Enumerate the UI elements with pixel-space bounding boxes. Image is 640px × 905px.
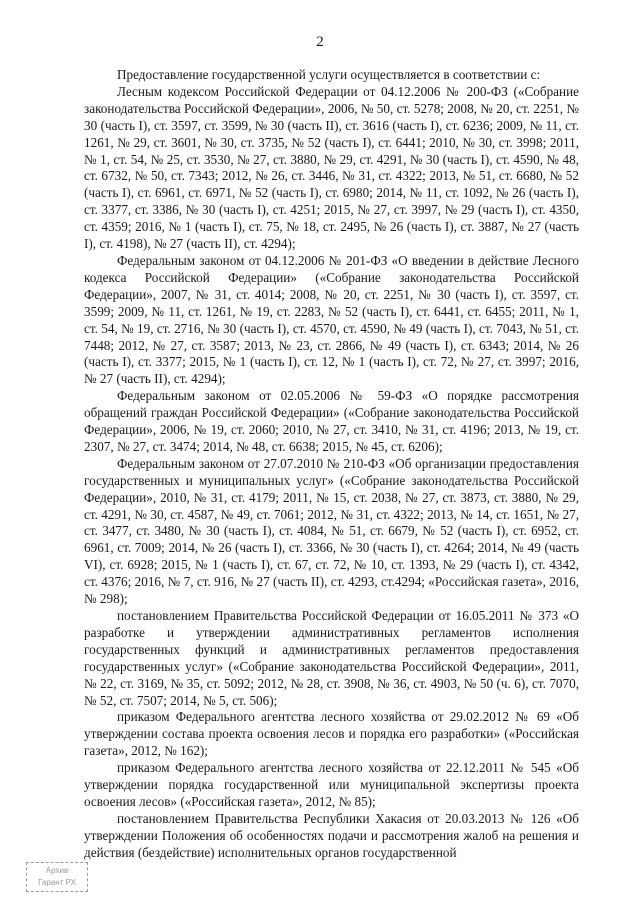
intro-paragraph: Предоставление государственной услуги осуществляется в соответствии с: [117,67,541,82]
law-59-fz-paragraph: Федеральным законом от 02.05.2006 № 59-ФЗ «О порядке рассмотрения обращений граждан Российской Федерации» («Собрание законодательства Российской Федерации», 2006, № 19, ст. 2060; 2010, № 27, ст. 3410, № 31, ст. 4196; 2013, № 19, ст. 2307, № 27, ст. 3474; 2014, № 48, ст. 6638; 2015, № 45, ст. 6206); [84,388,579,454]
order-69-paragraph: приказом Федерального агентства лесного хозяйства от 29.02.2012 № 69 «Об утверждении состава проекта освоения лесов и порядка его разработки» («Российская газета», 2012, № 162); [84,709,579,759]
stamp-line-1: Архив [45,866,69,875]
order-545-paragraph: приказом Федерального агентства лесного хозяйства от 22.12.2011 № 545 «Об утверждении порядка государственной или муниципальной экспертизы проекта освоения лесов» («Российская газета», 2012, № 85); [84,760,579,809]
law-201-fz-paragraph: Федеральным законом от 04.12.2006 № 201-ФЗ «О введении в действие Лесного кодекса Российской Федерации» («Собрание законодательства Российской Федерации», 2007, № 31, ст. 4014; 2008, № 20, ст. 2251, № 30 (часть I), ст. 3597, ст. 3599; 2009, № 11, ст. 1261, № 19, ст. 2283, № 52 (часть I), ст. 6441, ст. 6455; 2011, № 1, ст. 54, № 19, ст. 2716, № 30 (часть I), ст. 4570, ст. 4590, № 49 (часть I), ст. 7043, № 51, ст. 7448; 2012, № 27, ст. 3587; 2013, № 23, ст. 2866, № 49 (часть I), ст. 6343; 2014, № 26 (часть I), ст. 3377; 2015, № 1 (часть I), ст. 12, № 1 (часть I), ст. 72, № 27, ст. 3997; 2016, № 27 (часть II), ст. 4294); [84,252,579,387]
decree-126-paragraph: постановлением Правительства Республики Хакасия от 20.03.2013 № 126 «Об утверждении Положения об особенностях подачи и рассмотрения жалоб на решения и действия (бездействие) исполнительных органов государственной [84,810,579,860]
document-body [84,67,579,862]
page-number: 2 [316,34,324,50]
law-210-fz-paragraph: Федеральным законом от 27.07.2010 № 210-ФЗ «Об организации предоставления государственных и муниципальных услуг» («Собрание законодательства Российской Федерации», 2010, № 31, ст. 4179; 2011, № 15, ст. 2038, № 27, ст. 3873, ст. 3880, № 29, ст. 4291, № 30, ст. 4587, № 49, ст. 7061; 2012, № 31, ст. 4322; 2013, № 14, ст. 1651, № 27, ст. 3477, ст. 3480, № 30 (часть I), ст. 4084, № 51, ст. 6679, № 52 (часть I), ст. 6952, ст. 6961, ст. 7009; 2014, № 26 (часть I), ст. 3366, № 30 (часть I), ст. 4264; 2014, № 49 (часть VI), ст. 6928; 2015, № 1 (часть I), ст. 67, ст. 72, № 10, ст. 1393, № 29 (часть I), ст. 4342, ст. 4376; 2016, № 7, ст. 916, № 27 (часть II), ст. 4293, ст.4294; «Российская газета», 2016, № 298); [84,455,579,607]
archive-stamp [26,862,88,892]
stamp-line-2: Гарант РХ [38,878,76,887]
forest-code-paragraph: Лесным кодексом Российской Федерации от 04.12.2006 № 200-ФЗ («Собрание законодательства Российской Федерации», 2006, № 50, ст. 5278; 2008, № 20, ст. 2251, № 30 (часть I), ст. 3597, ст. 3599, № 30 (часть II), ст. 3616 (часть I), ст. 6236; 2009, № 11, ст. 1261, № 29, ст. 3601, № 30, ст. 3735, № 52 (часть I), ст. 6441; 2010, № 30, ст. 3998; 2011, № 1, ст. 54, № 25, ст. 3530, № 27, ст. 3880, № 29, ст. 4291, № 30 (часть I), ст. 4590, № 48, ст. 6732, № 50, ст. 7343; 2012, № 26, ст. 3446, № 31, ст. 4322; 2013, № 51, ст. 6680, № 52 (часть I), ст. 6961, ст. 6971, № 52 (часть I), ст. 6980; 2014, № 11, ст. 1092, № 26 (часть I), ст. 3377, ст. 3386, № 30 (часть I), ст. 4251; 2015, № 27, ст. 3997, № 29 (часть I), ст. 4350, ст. 4359; 2016, № 1 (часть I), ст. 75, № 18, ст. 2495, № 26 (часть I), ст. 3887, № 27 (часть I), ст. 4198), № 27 (часть II), ст. 4294); [84,83,579,252]
government-decree-373-paragraph: постановлением Правительства Российской Федерации от 16.05.2011 № 373 «О разработке и утверждении административных регламентов исполнения государственных функций и административных регламентов предоставления государственных услуг» («Собрание законодательства Российской Федерации», 2011, № 22, ст. 3169, № 35, ст. 5092; 2012, № 28, ст. 3908, № 36, ст. 4903, № 50 (ч. 6), ст. 7070, № 52, ст. 7507; 2014, № 5, ст. 506); [84,608,579,708]
